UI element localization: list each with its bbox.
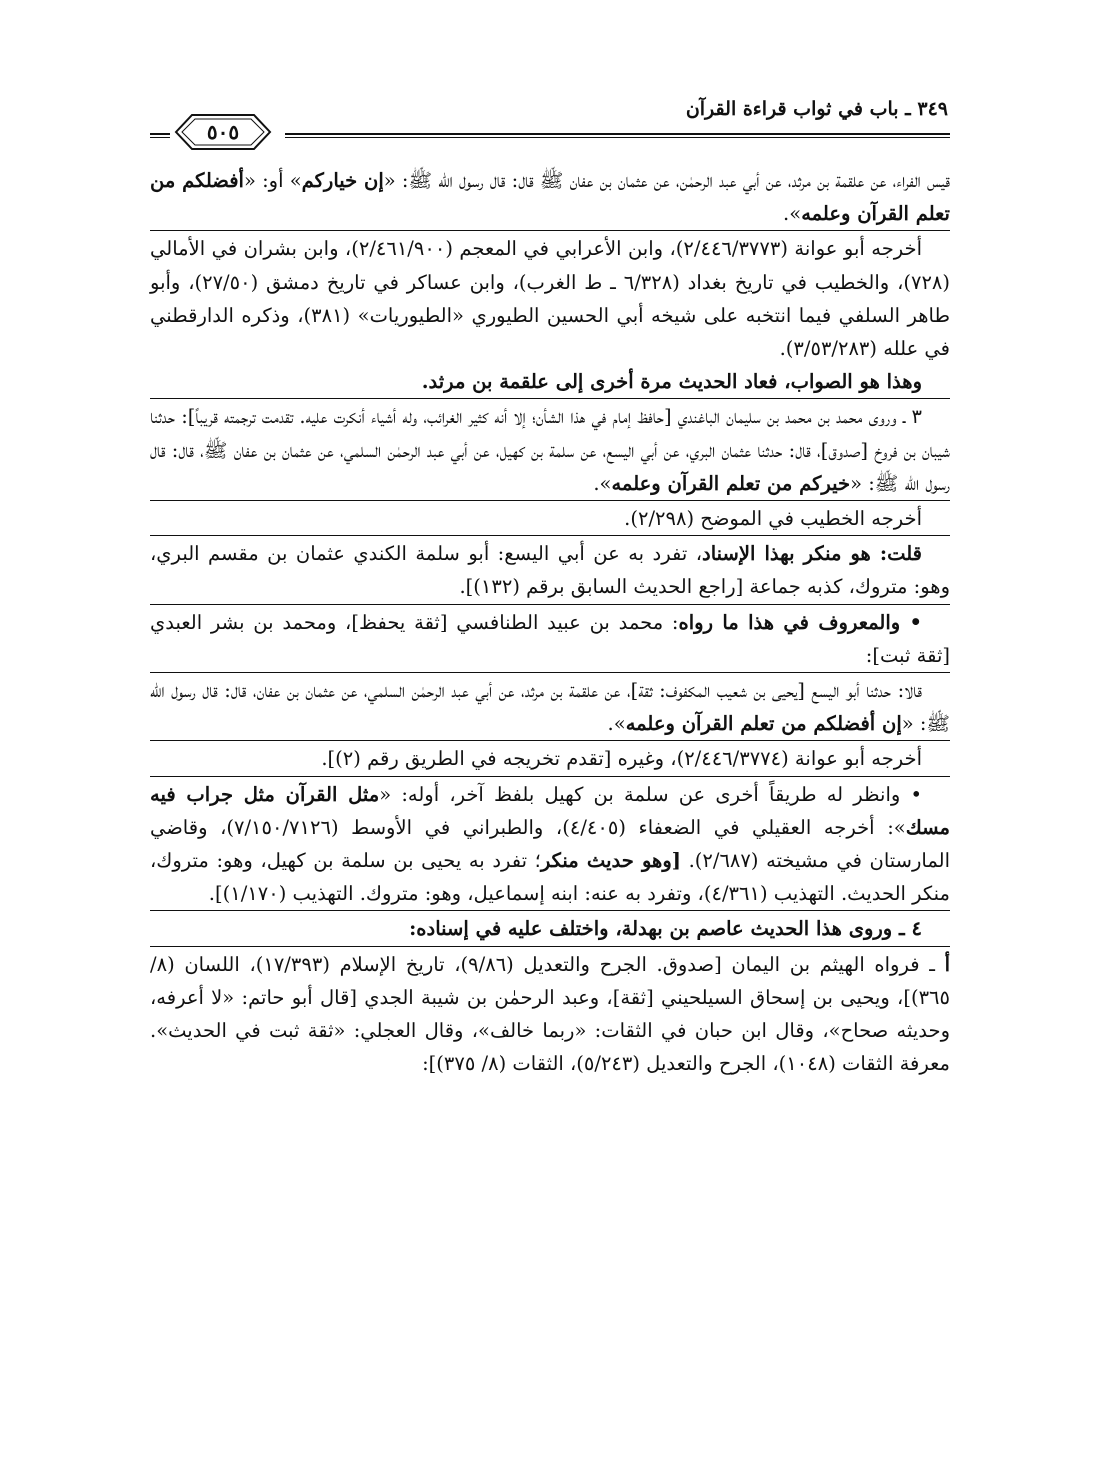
page-header bbox=[150, 88, 950, 156]
text-run: أخرجه الخطيب في الموضح (٢/٢٩٨). bbox=[624, 507, 922, 531]
body-text bbox=[150, 164, 950, 1080]
bold-text: قلت: هو منكر بهذا الإسناد bbox=[702, 542, 922, 566]
text-run: قيس الفراء، عن علقمة بن مرثد، عن أبي عبد الرحمٰن، عن عثمان بن عفان ﷺ قال: قال رسول الله ﷺ: « bbox=[383, 169, 950, 192]
text-run: أخرجه أبو عوانة (٢/٤٤٦/٣٧٧٤)، وغيره [تقدم تخريجه في الطريق رقم (٢)]. bbox=[321, 747, 922, 771]
page-number-badge bbox=[174, 113, 272, 151]
paragraph bbox=[150, 604, 950, 672]
paragraph bbox=[150, 164, 950, 230]
text-run: ؛ تفرد به يحيى بن سلمة بن كهيل، وهو: متروك، منكر الحديث. التهذيب (٤/٣٦١)، وتفرد به عنه: ابنه إسماعيل، وهو: متروك. التهذيب (١/١٧٠)]. bbox=[150, 849, 950, 906]
paragraph bbox=[150, 910, 950, 945]
bold-text: خيركم من تعلم القرآن وعلمه bbox=[611, 471, 851, 495]
text-run: ، تفرد به عن أبي اليسع: أبو سلمة الكندي عثمان بن مقسم البري، وهو: متروك، كذبه جماعة [راجع الحديث السابق برقم (١٣٢)]. bbox=[150, 542, 950, 599]
text-run: قالا: حدثنا أبو اليسع [يحيى بن شعيب المكفوف: ثقة]، عن علقمة بن مرثد، عن أبي عبد الرحمٰن السلمي، عن عثمان بن عفان، قال: قال رسول الله ﷺ: « bbox=[150, 679, 950, 736]
bold-text: أفضلكم من تعلم القرآن وعلمه bbox=[150, 169, 950, 226]
header-rule-line bbox=[150, 133, 170, 138]
page-number: ٥٠٥ bbox=[206, 120, 240, 144]
text-run: ـ فرواه الهيثم بن اليمان [صدوق. الجرح والتعديل (٩/٨٦)، تاريخ الإسلام (١٧/٣٩٣)، اللسان (٨/ ٣٦٥)]، ويحيى بن إسحاق السيلحيني [ثقة]، وعبد الرحمٰن بن شيبة الجدي [قال أبو حاتم: «لا أعرفه، وحديثه صحاح»، وقال ابن حبان في الثقات: «ربما خالف»، وقال العجلي: «ثقة ثبت في الحديث». معرفة الثقات (١٠٤٨)، الجرح والتعديل (٥/٢٤٣)، الثقات (٨/ ٣٧٥)]: bbox=[150, 952, 950, 1076]
text-run: أخرجه أبو عوانة (٢/٤٤٦/٣٧٧٣)، وابن الأعرابي في المعجم (٢/٤٦١/٩٠٠)، وابن بشران في الأمالي (٧٢٨)، والخطيب في تاريخ بغداد (٦/٣٢٨ ـ ط الغرب)، وابن عساكر في تاريخ دمشق (٢٧/٥٠)، وأبو طاهر السلفي فيما انتخبه على شيخه أبي الحسين الطيوري «الطيوريات» (٣٨١)، وذكره الدارقطني في علله (٣/٥٣/٢٨٣). bbox=[150, 237, 950, 361]
paragraph bbox=[150, 365, 950, 398]
text-run: ٣ ـ وروى محمد بن محمد بن سليمان الباغندي [حافظ إمام في هذا الشأن؛ إلا أنه كثير الغرائب، وله أشياء أنكرت عليه. تقدمت ترجمته قريباً]: حدثنا شيبان بن فروخ [صدوق]، قال: حدثنا عثمان البري، عن أبي اليسع، عن سلمة بن كهيل، عن أبي عبد الرحمٰن السلمي، عن عثمان بن عفان ﷺ، قال: قال رسول الله ﷺ: « bbox=[150, 405, 950, 495]
bold-text: [وهو حديث منكر bbox=[540, 849, 681, 873]
paragraph bbox=[150, 500, 950, 535]
header-rule-line bbox=[285, 133, 950, 138]
paragraph bbox=[150, 535, 950, 603]
bold-text: وهذا هو الصواب، فعاد الحديث مرة أخرى إلى علقمة بن مرثد. bbox=[421, 370, 922, 394]
paragraph bbox=[150, 230, 950, 365]
text-run: ». bbox=[593, 471, 612, 495]
text-run: ». bbox=[607, 712, 626, 736]
text-run: : محمد بن عبيد الطنافسي [ثقة يحفظ]، ومحمد بن بشر العبدي [ثقة ثبت]: bbox=[150, 610, 950, 667]
bold-text: أ bbox=[944, 952, 950, 976]
book-page bbox=[150, 88, 950, 1080]
paragraph bbox=[150, 672, 950, 740]
chapter-title: ٣٤٩ ـ باب في ثواب قراءة القرآن bbox=[685, 98, 948, 120]
paragraph bbox=[150, 740, 950, 775]
text-run: »: أخرجه العقيلي في الضعفاء (٤/٤٠٥)، والطبراني في الأوسط (٧/١٥٠/٧١٢٦)، وقاضي المارستان في مشيخته (٢/٦٨٧). bbox=[150, 815, 950, 873]
text-run: » أو: « bbox=[243, 169, 302, 192]
paragraph bbox=[150, 398, 950, 500]
bold-text: إن خياركم bbox=[301, 169, 384, 192]
text-run: • وانظر له طريقاً أخرى عن سلمة بن كهيل بلفظ آخر، أوله: « bbox=[379, 782, 922, 806]
paragraph bbox=[150, 946, 950, 1081]
text-run: ». bbox=[783, 202, 802, 226]
bold-text: مثل القرآن مثل جراب فيه مسك bbox=[150, 782, 950, 839]
paragraph bbox=[150, 776, 950, 911]
bold-text: إن أفضلكم من تعلم القرآن وعلمه bbox=[625, 712, 902, 736]
bold-text: • والمعروف في هذا ما رواه bbox=[678, 610, 923, 634]
bold-text: ٤ ـ وروى هذا الحديث عاصم بن بهدلة، واختلف عليه في إسناده: bbox=[409, 917, 922, 941]
